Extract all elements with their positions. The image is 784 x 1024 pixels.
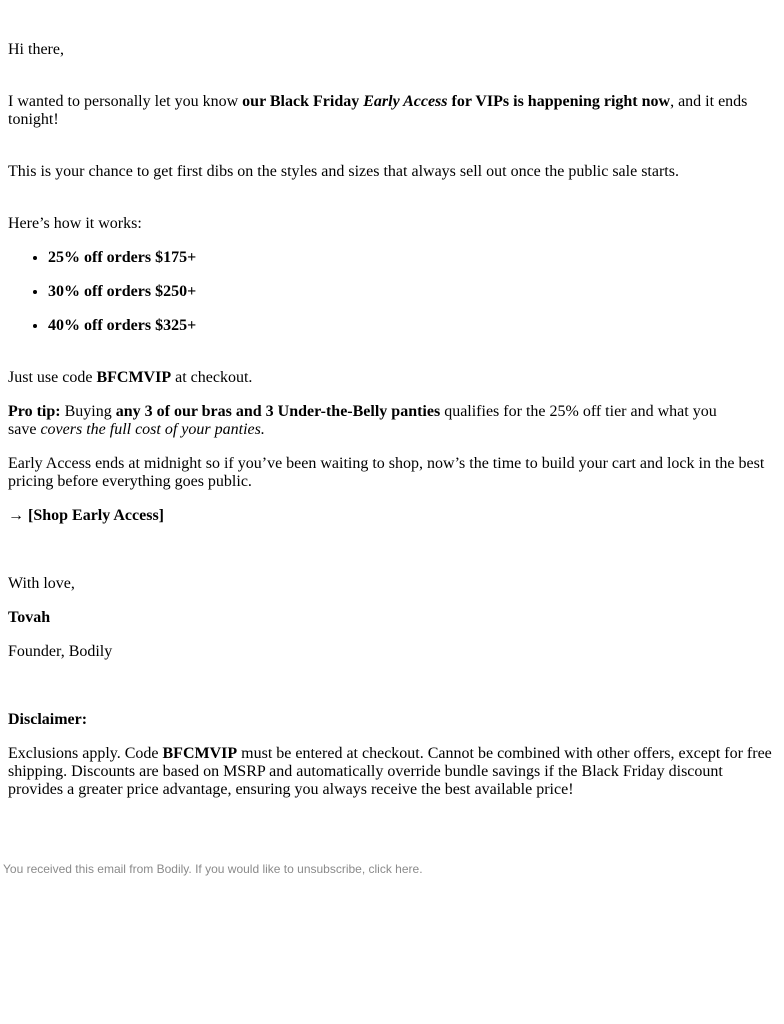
disclaimer-after: must be entered at checkout. Cannot be combined with other offers, except for free shipping. Discounts are based on MSRP and automatically override bundle savings if the Black Friday discount provides a greater price advantage, ensuring you always receive the best available price! xyxy=(8,745,772,798)
intro-early-access: Early Access xyxy=(363,93,448,110)
disclaimer-before: Exclusions apply. Code xyxy=(8,745,163,762)
disclaimer-code: BFCMVIP xyxy=(162,745,238,762)
promo-code-after: at checkout. xyxy=(171,369,253,386)
unsubscribe-link[interactable]: click here. xyxy=(368,862,423,876)
greeting: Hi there, xyxy=(8,41,64,58)
discount-tier-item: • 40% off orders $325+ xyxy=(48,317,776,335)
intro-bold-text-2: for VIPs is happening right now xyxy=(447,93,671,110)
promo-code-line xyxy=(8,369,776,387)
intro-text-before: I wanted to personally let you know xyxy=(8,93,243,110)
pro-tip-middle: qualifies for the 25% off tier and what you save xyxy=(8,403,717,438)
pro-tip-paragraph xyxy=(8,403,728,439)
chance-paragraph: This is your chance to get first dibs on the styles and sizes that always sell out once the public sale starts. xyxy=(8,163,679,180)
disclaimer-text xyxy=(8,745,776,799)
discount-tier-item: • 30% off orders $250+ xyxy=(48,283,776,301)
intro-text-after: , and it ends tonight! xyxy=(8,93,748,128)
discount-tier-list xyxy=(8,249,776,351)
early-access-ends-paragraph: Early Access ends at midnight so if you’ve been waiting to shop, now’s the time to build your cart and lock in the best pricing before everything goes public. xyxy=(8,455,765,490)
footer-text: You received this email from Bodily. If you would like to unsubscribe, xyxy=(3,862,369,876)
intro-bold-text: our Black Friday xyxy=(242,93,364,110)
promo-code-before: Just use code xyxy=(8,369,97,386)
shop-early-access-link[interactable]: → [Shop Early Access] xyxy=(8,507,164,524)
pro-tip-italic: covers the full cost of your panties. xyxy=(40,421,265,438)
signature-title: Founder, Bodily xyxy=(8,643,113,660)
discount-tier-item: • 25% off orders $175+ xyxy=(48,249,776,267)
sign-off: With love, xyxy=(8,575,75,592)
pro-tip-bold: any 3 of our bras and 3 Under-the-Belly panties xyxy=(115,403,441,420)
signature-name: Tovah xyxy=(8,609,51,626)
intro-paragraph xyxy=(8,93,776,129)
promo-code: BFCMVIP xyxy=(96,369,172,386)
unsubscribe-footer xyxy=(3,862,763,876)
how-it-works-heading: Here’s how it works: xyxy=(8,215,142,232)
pro-tip-label: Pro tip: xyxy=(8,403,61,420)
disclaimer-heading: Disclaimer: xyxy=(8,711,88,728)
pro-tip-before: Buying xyxy=(60,403,116,420)
